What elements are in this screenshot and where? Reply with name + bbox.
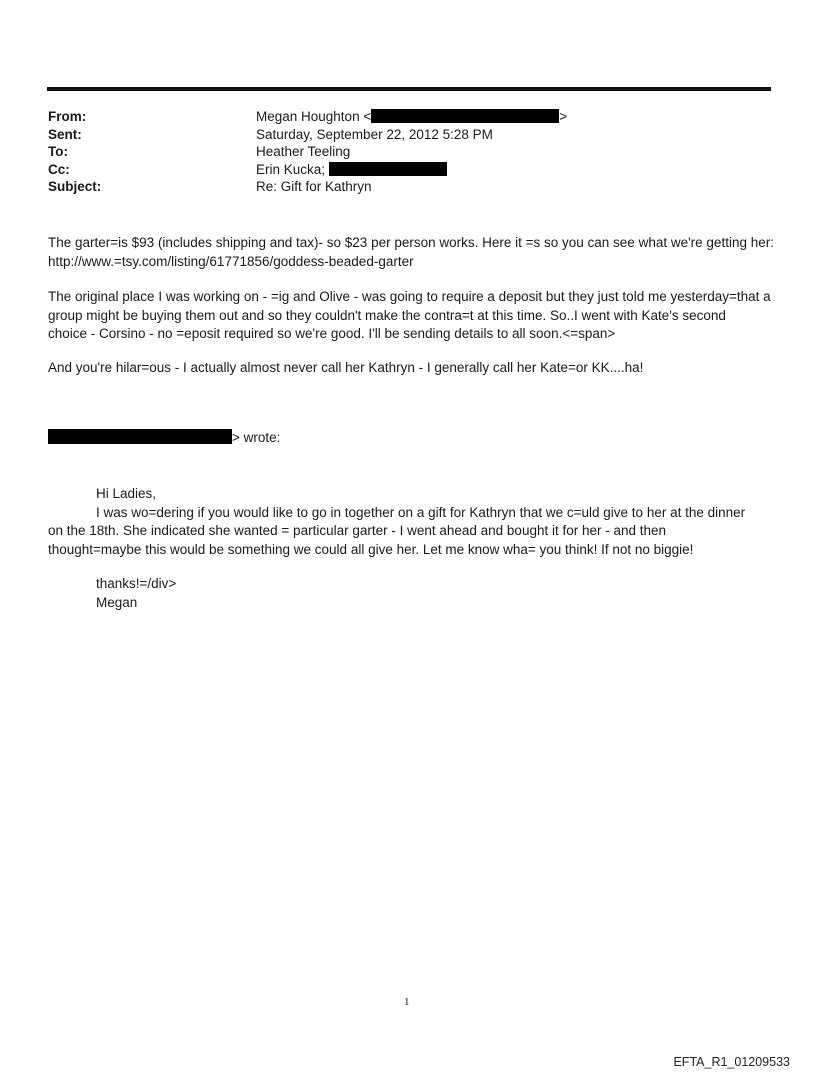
quoted-line: thought=maybe this would be something we could all give her. Let me know wha= you think! If not no biggie! [48,541,694,557]
redaction-box [371,109,559,123]
quoted-message [48,485,778,559]
header-divider-rule [47,87,771,91]
sent-value: Saturday, September 22, 2012 5:28 PM [256,126,493,142]
from-value [256,108,567,126]
body-line: The original place I was working on - =ig and Olive - was going to require a deposit but they just told me yesterday=that a [48,289,771,304]
from-row [48,108,748,126]
redaction-box [329,162,447,176]
listing-link-text: http://www.=tsy.com/listing/61771856/goddess-beaded-garter [48,253,414,269]
quoted-signature: Megan [96,594,138,610]
from-name: Megan Houghton < [256,109,372,124]
quoted-line: I was wo=dering if you would like to go in together on a gift for Kathryn that we c=uld give to her at the dinner [96,504,746,520]
subject-label: Subject: [48,179,102,194]
cc-label: Cc: [48,161,70,177]
body-line: And you're hilar=ous - I actually almost never call her Kathryn - I generally call her Kate=or KK....ha! [48,360,644,375]
subject-row [48,178,748,196]
redaction-box [48,429,232,444]
sent-row [48,126,748,144]
quoted-signoff [48,575,778,612]
to-label: To: [48,144,68,159]
page-number: 1 [404,996,410,1008]
sent-label: Sent: [48,126,82,142]
wrote-text: > wrote: [232,430,281,445]
subject-value: Re: Gift for Kathryn [256,179,372,194]
from-label: From: [48,109,87,124]
paragraph-garter [48,234,778,271]
paragraph-venue [48,288,778,344]
from-suffix: > [559,109,568,124]
to-row [48,143,748,161]
cc-name: Erin Kucka; [256,161,326,177]
document-id: EFTA_R1_01209533 [673,1055,790,1069]
cc-value [256,161,447,179]
quoted-attribution [48,429,778,448]
quoted-greeting: Hi Ladies, [96,486,157,501]
email-header [48,108,748,196]
body-line: The garter=is $93 (includes shipping and tax)- so $23 per person works. Here it =s so you can see what we're getting her: [48,235,774,250]
paragraph-name [48,359,778,378]
body-line: choice - Corsino - no =eposit required so we're good. I'll be sending details to all soon.<=span> [48,326,616,341]
cc-row [48,161,748,179]
to-value: Heather Teeling [256,144,351,159]
quoted-thanks: thanks!=/div> [96,576,177,591]
body-line: group might be buying them out and so they couldn't make the contra=t at this time. So..I went with Kate's second [48,307,726,323]
quoted-line: on the 18th. She indicated she wanted = particular garter - I went ahead and bought it for her - and then [48,523,667,538]
